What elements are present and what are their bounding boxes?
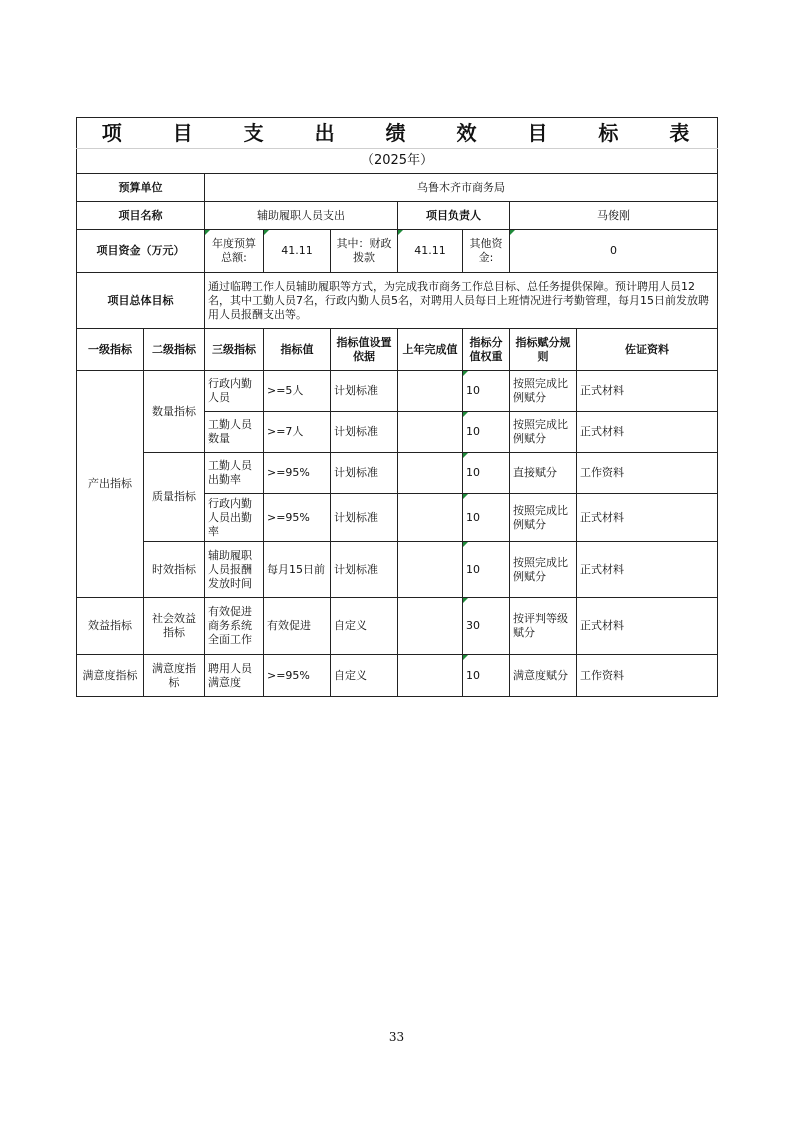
budget-unit-row xyxy=(77,174,718,202)
group-output: 产出指标 xyxy=(77,371,144,598)
table-row xyxy=(77,371,718,412)
indicator-prev xyxy=(398,412,463,453)
table-row xyxy=(77,655,718,697)
indicator-basis: 计划标准 xyxy=(331,371,398,412)
indicator-weight: 10 xyxy=(463,453,510,494)
header-value: 指标值 xyxy=(264,329,331,371)
header-basis: 指标值设置依据 xyxy=(331,329,398,371)
project-name-label: 项目名称 xyxy=(77,202,205,230)
other-funds-value: 0 xyxy=(510,230,718,273)
funds-label: 项目资金（万元） xyxy=(77,230,205,273)
header-rule: 指标赋分规则 xyxy=(510,329,577,371)
indicator-evidence: 工作资料 xyxy=(577,655,718,697)
group-satisfaction: 满意度指标 xyxy=(77,655,144,697)
indicator-evidence: 正式材料 xyxy=(577,598,718,655)
indicator-basis: 计划标准 xyxy=(331,542,398,598)
project-name-value: 辅助履职人员支出 xyxy=(205,202,398,230)
indicator-name: 行政内勤人员 xyxy=(205,371,264,412)
indicator-evidence: 正式材料 xyxy=(577,494,718,542)
table-row xyxy=(77,542,718,598)
indicator-name: 工勤人员出勤率 xyxy=(205,453,264,494)
indicator-evidence: 正式材料 xyxy=(577,542,718,598)
indicator-name: 行政内勤人员出勤率 xyxy=(205,494,264,542)
indicator-evidence: 正式材料 xyxy=(577,412,718,453)
indicator-value: 有效促进 xyxy=(264,598,331,655)
indicator-rule: 按照完成比例赋分 xyxy=(510,412,577,453)
indicator-value: 每月15日前 xyxy=(264,542,331,598)
indicator-name: 聘用人员满意度 xyxy=(205,655,264,697)
indicator-rule: 按评判等级赋分 xyxy=(510,598,577,655)
indicator-prev xyxy=(398,494,463,542)
header-prev: 上年完成值 xyxy=(398,329,463,371)
indicator-basis: 计划标准 xyxy=(331,412,398,453)
indicator-weight: 30 xyxy=(463,598,510,655)
table-year: （2025年） xyxy=(77,149,718,174)
other-funds-label: 其他资金: xyxy=(463,230,510,273)
indicator-rule: 直接赋分 xyxy=(510,453,577,494)
fiscal-allocation-value: 41.11 xyxy=(398,230,463,273)
header-evidence: 佐证资料 xyxy=(577,329,718,371)
header-row xyxy=(77,329,718,371)
indicator-value: >=5人 xyxy=(264,371,331,412)
group-timeliness: 时效指标 xyxy=(144,542,205,598)
annual-budget-label: 年度预算总额: xyxy=(205,230,264,273)
project-row xyxy=(77,202,718,230)
indicator-basis: 自定义 xyxy=(331,598,398,655)
group-quantity: 数量指标 xyxy=(144,371,205,453)
indicator-prev xyxy=(398,598,463,655)
indicator-basis: 计划标准 xyxy=(331,494,398,542)
header-level3: 三级指标 xyxy=(205,329,264,371)
page-number: 33 xyxy=(388,1030,405,1044)
performance-target-table-sheet xyxy=(76,117,717,697)
annual-budget-value: 41.11 xyxy=(264,230,331,273)
indicator-prev xyxy=(398,453,463,494)
project-owner-label: 项目负责人 xyxy=(398,202,510,230)
indicator-name: 有效促进商务系统全面工作 xyxy=(205,598,264,655)
indicator-value: >=95% xyxy=(264,494,331,542)
indicator-weight: 10 xyxy=(463,655,510,697)
header-level2: 二级指标 xyxy=(144,329,205,371)
indicator-weight: 10 xyxy=(463,542,510,598)
indicator-evidence: 工作资料 xyxy=(577,453,718,494)
title-row xyxy=(77,118,718,149)
goal-row xyxy=(77,273,718,329)
project-owner-value: 马俊刚 xyxy=(510,202,718,230)
goal-label: 项目总体目标 xyxy=(77,273,205,329)
header-level1: 一级指标 xyxy=(77,329,144,371)
table-title: 项 目 支 出 绩 效 目 标 表 xyxy=(77,118,718,149)
header-weight: 指标分值权重 xyxy=(463,329,510,371)
indicator-weight: 10 xyxy=(463,494,510,542)
indicator-prev xyxy=(398,371,463,412)
table-row xyxy=(77,453,718,494)
indicator-prev xyxy=(398,655,463,697)
indicator-value: >=95% xyxy=(264,453,331,494)
indicator-prev xyxy=(398,542,463,598)
indicator-rule: 满意度赋分 xyxy=(510,655,577,697)
group-social-benefit: 社会效益指标 xyxy=(144,598,205,655)
goal-text: 通过临聘工作人员辅助履职等方式，为完成我市商务工作总目标、总任务提供保障。预计聘用人员12名，其中工勤人员7名，行政内勤人员5名，对聘用人员每日上班情况进行考勤管理，每月15日前发放聘用人员报酬支出等。 xyxy=(205,273,718,329)
group-benefit: 效益指标 xyxy=(77,598,144,655)
funds-row xyxy=(77,230,718,273)
indicator-name: 辅助履职人员报酬发放时间 xyxy=(205,542,264,598)
table-row xyxy=(77,598,718,655)
indicator-rule: 按照完成比例赋分 xyxy=(510,371,577,412)
indicator-rule: 按照完成比例赋分 xyxy=(510,542,577,598)
performance-target-table xyxy=(76,117,718,697)
fiscal-allocation-label: 其中：财政拨款 xyxy=(331,230,398,273)
indicator-weight: 10 xyxy=(463,412,510,453)
indicator-basis: 计划标准 xyxy=(331,453,398,494)
indicator-evidence: 正式材料 xyxy=(577,371,718,412)
year-row xyxy=(77,149,718,174)
group-quality: 质量指标 xyxy=(144,453,205,542)
indicator-value: >=7人 xyxy=(264,412,331,453)
indicator-weight: 10 xyxy=(463,371,510,412)
indicator-name: 工勤人员数量 xyxy=(205,412,264,453)
budget-unit-value: 乌鲁木齐市商务局 xyxy=(205,174,718,202)
group-satisfaction-sub: 满意度指标 xyxy=(144,655,205,697)
budget-unit-label: 预算单位 xyxy=(77,174,205,202)
indicator-basis: 自定义 xyxy=(331,655,398,697)
indicator-rule: 按照完成比例赋分 xyxy=(510,494,577,542)
indicator-value: >=95% xyxy=(264,655,331,697)
